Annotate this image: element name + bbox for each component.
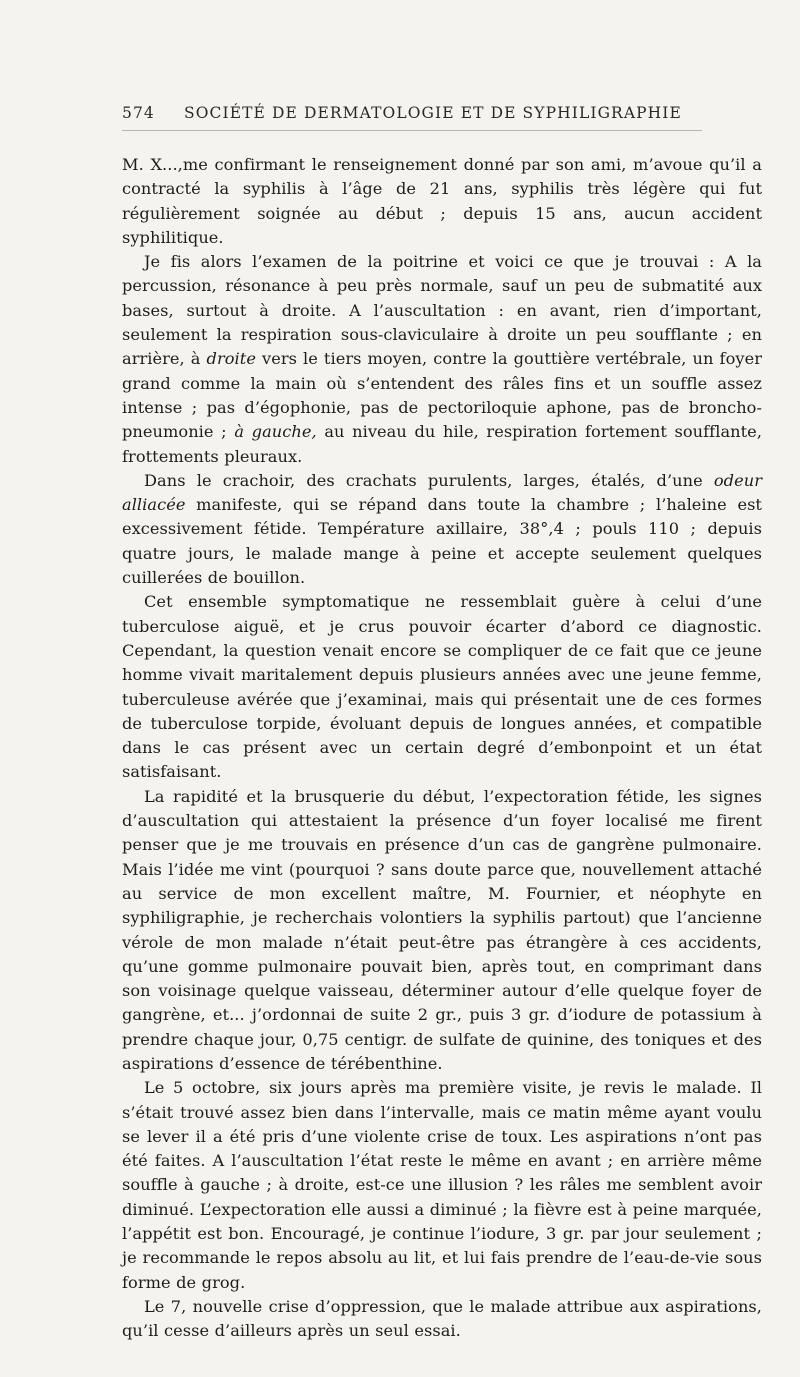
body-text <box>122 153 762 1344</box>
running-title: SOCIÉTÉ DE DERMATOLOGIE ET DE SYPHILIGRAPHIE <box>184 104 682 122</box>
paragraph-3: Dans le crachoir, des crachats purulents, larges, étalés, d’une odeur alliacée manifeste, qui se répand dans toute la chambre ; l’haleine est excessivement fétide. Température axillaire, 38°,4 ; pouls 110 ; depuis quatre jours, le malade mange à peine et accepte seulement quelques cuillerées de bouillon. <box>122 470 762 588</box>
paragraph-6: Le 5 octobre, six jours après ma première visite, je revis le malade. Il s’était trouvé assez bien dans l’intervalle, mais ce matin même ayant voulu se lever il a été pris d’une violente crise de toux. Les aspirations n’ont pas été faites. A l’auscultation l’état reste le même en avant ; en arrière même souffle à gauche ; à droite, est-ce une illusion ? les râles me semblent avoir diminué. L’expectoration elle aussi a diminué ; la fièvre est à peine marquée, l’appétit est bon. Encouragé, je continue l’iodure, 3 gr. par jour seulement ; je recommande le repos absolu au lit, et lui fais prendre de l’eau-de-vie sous forme de grog. <box>122 1078 762 1292</box>
italic-phrase: à gauche, <box>234 422 317 442</box>
page-number: 574 <box>122 104 155 122</box>
paragraph-1: M. X...,me confirmant le renseignement donné par son ami, m’avoue qu’il a contracté la syphilis à l’âge de 21 ans, syphilis très légère qui fut régulièrement soignée au début ; depuis 15 ans, aucun accident syphilitique. <box>122 155 762 247</box>
paragraph-4: Cet ensemble symptomatique ne ressemblait guère à celui d’une tuberculose aiguë, et je crus pouvoir écarter d’abord ce diagnostic. Cependant, la question venait encore se compliquer de ce fait que ce jeune homme vivait maritalement depuis plusieurs années avec une jeune femme, tuberculeuse avérée que j’examinai, mais qui présentait une de ces formes de tuberculose torpide, évoluant depuis de longues années, et compatible dans le cas présent avec un certain degré d’embonpoint et un état satisfaisant. <box>122 592 762 782</box>
paragraph-7: Le 7, nouvelle crise d’oppression, que le malade attribue aux aspirations, qu’il cesse d’ailleurs après un seul essai. <box>122 1296 762 1341</box>
running-header <box>122 100 702 131</box>
italic-phrase: droite <box>206 349 256 369</box>
paragraph-2: Je fis alors l’examen de la poitrine et voici ce que je trouvai : A la percussion, résonance à peu près normale, sauf un peu de submatité aux bases, surtout à droite. A l’auscultation : en avant, rien d’important, seulement la respiration sous-claviculaire à droite un peu soufflante ; en arrière, à droite vers le tiers moyen, contre la gouttière vertébrale, un foyer grand comme la main où s’entendent des râles fins et un souffle assez intense ; pas d’égophonie, pas de pectoriloquie aphone, pas de broncho-pneumonie ; à gauche, au niveau du hile, respiration fortement soufflante, frottements pleuraux. <box>122 252 763 466</box>
paragraph-5: La rapidité et la brusquerie du début, l’expectoration fétide, les signes d’auscultation qui attestaient la présence d’un foyer localisé me firent penser que je me trouvais en présence d’un cas de gangrène pulmonaire. Mais l’idée me vint (pourquoi ? sans doute parce que, nouvellement attaché au service de mon excellent maître, M. Fournier, et néophyte en syphiligraphie, je recherchais volontiers la syphilis partout) que l’ancienne vérole de mon malade n’était peut-être pas étrangère à ces accidents, qu’une gomme pulmonaire pouvait bien, après tout, en comprimant dans son voisinage quelque vaisseau, déterminer autour d’elle quelque foyer de gangrène, et... j’ordonnai de suite 2 gr., puis 3 gr. d’iodure de potassium à prendre chaque jour, 0,75 centigr. de sulfate de quinine, des toniques et des aspirations d’essence de térébenthine. <box>122 786 762 1073</box>
italic-phrase: odeur alliacée <box>122 470 762 515</box>
